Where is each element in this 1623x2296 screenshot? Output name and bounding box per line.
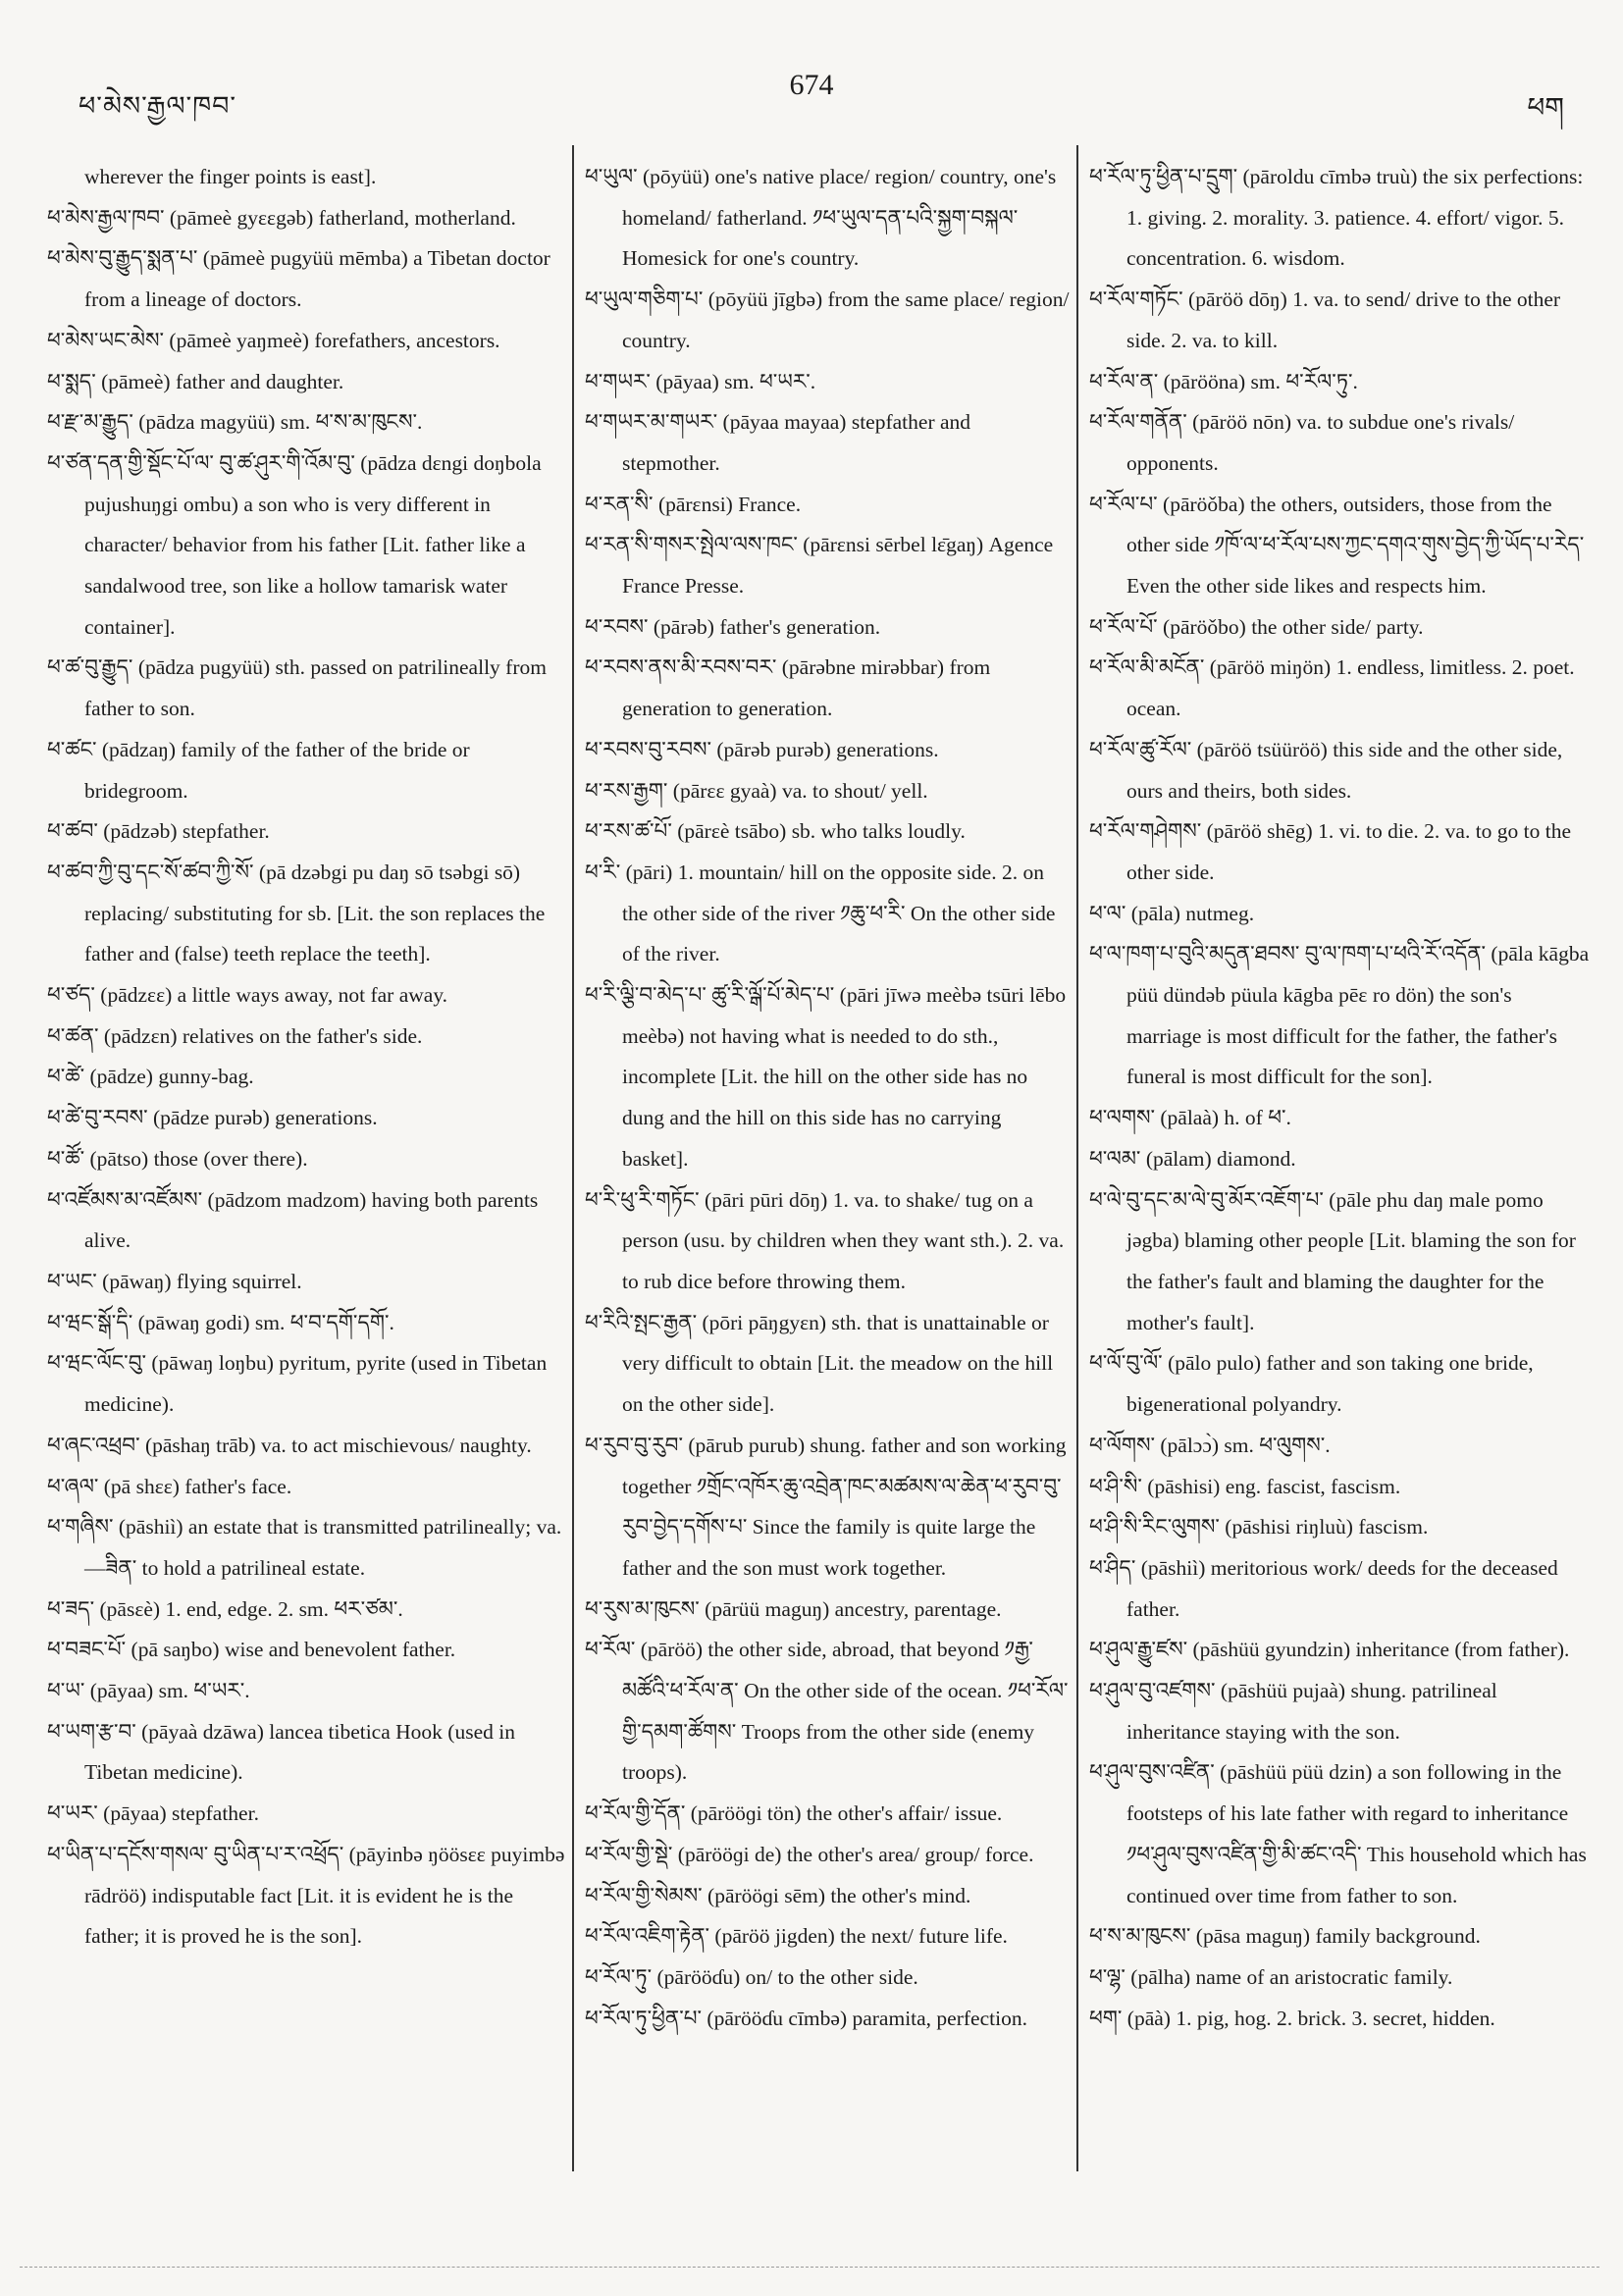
column-divider [572,145,574,2171]
dictionary-entry: ཕ་ལམ་ (pālam) diamond. [1089,1146,1296,1171]
entry-list [585,157,1070,2039]
column-3 [1089,157,1590,2039]
dictionary-entry: ཕ་རོལ་པ་ (pāröǒba) the others, outsiders, those from the other side ༡ཁོ་ལ་ཕ་རོལ་པས་ཀྱང་དགའ་གུས་བྱེད་ཀྱི་ཡོད་པ་རེད་ Even the other side likes and respects him. [1089,492,1585,599]
dictionary-entry: ཕ་རན་སི་ (pārɛnsi) France. [585,492,802,516]
dictionary-entry: ཕ་རི་ལྕི་བ་མེད་པ་ ཚུ་རི་ལྒོ་པོ་མེད་པ་ (pāri jīwə meèbə tsūri lēbo meèbə) not having what is needed to do sth., incomplete [Lit. the hill on the other side has no dung and the hill on this side has no carrying basket]. [585,983,1067,1171]
dictionary-entry: ཕག་ (pāà) 1. pig, hog. 2. brick. 3. secret, hidden. [1089,2006,1495,2030]
lead-in-text: wherever the finger points is east]. [84,165,377,188]
column-1 [47,157,567,1957]
dictionary-entry: ཕ་ཡུལ་ (pōyüü) one's native place/ region/ country, one's homeland/ fatherland. ༡ཕ་ཡུལ་དན་པའི་སྐྱག་བསྐལ་ Homesick for one's country. [585,165,1057,271]
dictionary-entry: ཕ་ཞང་འཕྲབ་ (pāshaŋ trāb) va. to act mischievous/ naughty. [47,1433,532,1457]
dictionary-entry: ཕ་ལ་ (pāla) nutmeg. [1089,901,1255,925]
dictionary-entry: ཕ་ཚབ་ (pādzəb) stepfather. [47,819,270,844]
dictionary-entry: ཕ་རོལ་ཚུ་རོལ་ (pāröö tsüüröö) this side and the other side, ours and theirs, both sides. [1089,737,1563,803]
dictionary-entry: ཕ་ཝང་སྒོ་དི་ (pāwaŋ godi) sm. ཕ་བ་དགོ་དགོ་. [47,1310,394,1334]
dictionary-entry: ཕ་རི་ (pāri) 1. mountain/ hill on the opposite side. 2. on the other side of the river ༡ཆུ་ཕ་རི་ On the other side of the river. [585,860,1056,966]
dictionary-entry: ཕ་ཚང་ (pādzaŋ) family of the father of the bride or bridegroom. [47,737,470,803]
dictionary-entry: ཕ་ཚ་བུ་རྒྱུད་ (pādza pugyüü) sth. passed on patrilineally from father to son. [47,655,547,721]
dictionary-entry: ཕ་རིའི་སྤང་རྒྱན་ (pōri pāŋgyɛn) sth. that is unattainable or very difficult to obtain [Lit. the meadow on the hill on the other side]. [585,1310,1054,1417]
dictionary-entry: ཕ་ཤིད་ (pāshiì) meritorious work/ deeds for the deceased father. [1089,1555,1558,1621]
dictionary-entry: ཕ་རབས་བུ་རབས་ (pārəb purəb) generations. [585,737,939,761]
dictionary-entry: ཕ་ཤུལ་རྒྱུ་ཛས་ (pāshüü gyundzin) inheritance (from father). [1089,1638,1570,1662]
dictionary-entry: ཕ་ཞལ་ (pā shɛɛ) father's face. [47,1474,292,1498]
dictionary-entry: ཕ་རོལ་ན་ (pārööna) sm. ཕ་རོལ་ཏུ་. [1089,369,1358,393]
dictionary-entry: ཕ་རོལ་ (pāröö) the other side, abroad, that beyond ༡རྒྱ་མཚོའི་ཕ་རོལ་ན་ On the other side of the ocean. ༡ཕ་རོལ་གྱི་དམག་ཚོགས་ Troops from the other side (enemy troops). [585,1638,1069,1785]
guide-word: ཕག [1527,93,1564,124]
dictionary-entry: ཕ་གཡར་མ་གཡར་ (pāyaa mayaa) stepfather and stepmother. [585,410,971,475]
dictionary-entry: ཕ་མེས་བུ་རྒྱུད་སྨན་པ་ (pāmeè pugyüü mēmba) a Tibetan doctor from a lineage of doctors. [47,246,550,312]
dictionary-entry: ཕ་རས་ཚ་པོ་ (pārɛè tsābo) sb. who talks loudly. [585,819,966,844]
dictionary-entry: ཕ་རུས་མ་ཁུངས་ (pārüü maguŋ) ancestry, parentage. [585,1596,1002,1621]
dictionary-entry: ཕ་ཚེ་ (pādze) gunny-bag. [47,1065,254,1089]
dictionary-entry: ཕ་འཛོམས་མ་འཛོམས་ (pādzom madzom) having both parents alive. [47,1187,539,1253]
dictionary-entry: ཕ་ཡར་ (pāyaa) stepfather. [47,1801,259,1826]
dictionary-entry: ཕ་སྨད་ (pāmeè) father and daughter. [47,369,344,393]
dictionary-entry: ཕ་བཟང་པོ་ (pā saŋbo) wise and benevolent father. [47,1638,456,1662]
dictionary-entry: ཕ་ལོ་བུ་ལོ་ (pālo pulo) father and son taking one bride, bigenerational polyandry. [1089,1351,1534,1417]
dictionary-entry: ཕ་ལེ་བུ་དང་མ་ལེ་བུ་མོར་འཇོག་པ་ (pāle phu daŋ male pomo jəgba) blaming other people [Lit. blaming the son for the father's fault and blaming the daughter for the mother's fault]. [1089,1187,1576,1334]
dictionary-entry: ཕ་ཤུལ་བུ་འཛགས་ (pāshüü pujaà) shung. patrilineal inheritance staying with the son. [1089,1679,1497,1744]
dictionary-entry: ཕ་ཤི་སི་རིང་ལུགས་ (pāshisi riŋluù) fascism. [1089,1515,1429,1539]
dictionary-entry: ཕ་མེས་རྒྱལ་ཁབ་ (pāmeè gyɛɛgəb) fatherland, motherland. [47,205,516,230]
dictionary-entry: ཕ་གཡར་ (pāyaa) sm. ཕ་ཡར་. [585,369,816,393]
dictionary-entry: ཕ་ལགས་ (pālaà) h. of ཕ་. [1089,1106,1291,1130]
dictionary-entry: ཕ་ལོགས་ (pālɔɔ̀) sm. ཕ་ལུགས་. [1089,1433,1331,1457]
column-2 [585,157,1070,2039]
running-head: ཕ་མེས་རྒྱལ་ཁབ་ [79,91,237,121]
dictionary-entry: ཕ་རོལ་གཏོང་ (pāröö dōŋ) 1. va. to send/ drive to the other side. 2. va. to kill. [1089,287,1561,352]
dictionary-entry: ཕ་ཤུལ་བུས་འཛིན་ (pāshüü püü dzin) a son following in the footsteps of his late father with regard to inheritance ༡ཕ་ཤུལ་བུས་འཛིན་གྱི་མི་ཚང་འདི་ This household which has continued over time from father to son. [1089,1760,1587,1907]
dictionary-entry: ཕ་རུབ་བུ་རུབ་ (pārub purub) shung. father and son working together ༡གྲོང་འཁོར་ཆུ་འབྲེན་ཁང་མཚམས་ལ་ཆེན་ཕ་རུབ་བུ་རུབ་བྱེད་དགོས་པ་ Since the family is quite large the father and the son must work together. [585,1433,1067,1580]
dictionary-entry: ཕ་ཡ་ (pāyaa) sm. ཕ་ཡར་. [47,1679,250,1703]
dictionary-entry: ཕ་ཙད་ (pādzɛɛ) a little ways away, not far away. [47,983,448,1008]
dictionary-entry: ཕ་རོལ་གནོན་ (pāröö nōn) va. to subdue one's rivals/ opponents. [1089,410,1515,475]
dictionary-entry: ཕ་ལྷ་ (pālha) name of an aristocratic family. [1089,1964,1453,1989]
dictionary-entry: ཕ་ཚན་ (pādzɛn) relatives on the father's side. [47,1023,423,1048]
dictionary-entry: ཕ་རོལ་གྱི་སྡེ་ (pārööɡi de) the other's area/ group/ force. [585,1842,1034,1866]
dictionary-entry: ཕ་ཚོ་ (pātso) those (over there). [47,1146,308,1171]
bottom-edge-rule [20,2267,1599,2268]
dictionary-entry: ཕ་མེས་ཡང་མེས་ (pāmeè yaŋmeè) forefathers, ancestors. [47,328,500,352]
dictionary-entry: ཕ་ཙན་དན་གྱི་སྡོང་པོ་ལ་ བུ་ཚ་ཤུར་གི་འོམ་བུ་ (pādza dɛngi doŋbola pujushuŋgi ombu) a son who is very different in character/ behavior from his father [Lit. father like a sandalwood tree, son like a hollow tamarisk water container]. [47,450,542,639]
dictionary-entry: ཕ་རོལ་ཏུ་ཕྱིན་པ་དྲུག་ (pāroldu cīmbə truù) the six perfections: 1. giving. 2. morality. 3. patience. 4. effort/ vigor. 5. concentration. 6. wisdom. [1089,165,1584,271]
column-divider [1076,145,1078,2171]
dictionary-entry: ཕ་རོལ་པོ་ (pāröǒbo) the other side/ party. [1089,614,1424,639]
entry-list [47,198,567,1957]
dictionary-entry: ཕ་རོལ་འཇིག་རྟེན་ (pāröö jigden) the next/ future life. [585,1924,1008,1949]
dictionary-entry: ཕ་ཝང་ལོང་བུ་ (pāwaŋ loŋbu) pyritum, pyrite (used in Tibetan medicine). [47,1351,548,1417]
dictionary-entry: ཕ་ཚེ་བུ་རབས་ (pādze purəb) generations. [47,1106,378,1130]
dictionary-entry: ཕ་ཚབ་ཀྱི་བུ་དང་སོ་ཚབ་ཀྱི་སོ་ (pā dzəbgi pu daŋ sō tsəbgi sō) replacing/ substituting for sb. [Lit. the son replaces the father and (false) teeth replace the teeth]. [47,860,546,966]
dictionary-entry: ཕ་ཤི་སི་ (pāshisi) eng. fascist, fascism. [1089,1474,1401,1498]
page-number: 674 [789,69,834,101]
dictionary-entry: ཕ་གཞིས་ (pāshiì) an estate that is transmitted patrilineally; va.—ཟིན་ to hold a patrilineal estate. [47,1515,562,1580]
dictionary-entry: ཕ་ཡང་ (pāwaŋ) flying squirrel. [47,1269,302,1293]
dictionary-entry: ཕ་རས་རྒྱག་ (pārɛɛ gyaà) va. to shout/ yell. [585,778,928,803]
dictionary-entry: ཕ་རོལ་མི་མངོན་ (pāröö miŋön) 1. endless, limitless. 2. poet. ocean. [1089,655,1575,721]
dictionary-entry: ཕ་ཡུལ་གཅིག་པ་ (pōyüü jīgbə) from the same place/ region/ country. [585,287,1070,352]
dictionary-entry: ཕ་རི་ཕུ་རི་གཏོང་ (pāri pūri dōŋ) 1. va. to shake/ tug on a person (usu. by children when they want sth.). 2. va. to rub dice before throwing them. [585,1187,1065,1293]
dictionary-entry: ཕ་ལ་ཁག་པ་བུའི་མདུན་ཐབས་ བུ་ལ་ཁག་པ་ཕའི་རོ་འདོན་ (pāla kāgba püü dündəb püula kāgba pēɛ ro dön) the son's marriage is most difficult for the father, the father's funeral is most difficult for the son]. [1089,942,1590,1089]
dictionary-entry: ཕ་རོལ་ཏུ་ཕྱིན་པ་ (pārööɗu cīmbə) paramita, perfection. [585,2006,1027,2030]
dictionary-entry: ཕ་རོལ་གྱི་སེམས་ (pārööɡi sēm) the other's mind. [585,1883,971,1907]
dictionary-entry: ཕ་ས་མ་ཁུངས་ (pāsa maguŋ) family background. [1089,1924,1481,1949]
dictionary-entry: ཕ་རན་སི་གསར་སྤེལ་ལས་ཁང་ (pārɛnsi sērbel lɛ̄gaŋ) Agence France Presse. [585,533,1054,599]
dictionary-entry: ཕ་རོལ་གཤེགས་ (pāröö shēg) 1. vi. to die. 2. va. to go to the other side. [1089,819,1572,884]
dictionary-entry: ཕ་རོལ་གྱི་དོན་ (pārööɡi tön) the other's affair/ issue. [585,1801,1003,1826]
dictionary-entry: ཕ་རོལ་ཏུ་ (pārööɗu) on/ to the other side. [585,1964,918,1989]
dictionary-entry: ཕ་ཡིན་པ་དངོས་གསལ་ བུ་ཡིན་པ་ར་འཕྲོད་ (pāyinbə ŋöösɛɛ puyimbə rādröö) indisputable fact [Lit. it is evident he is the father; it is proved he is the son]. [47,1842,565,1949]
dictionary-entry: ཕ་རྫ་མ་རྒྱུད་ (pādza magyüü) sm. ཕ་ས་མ་ཁུངས་. [47,410,423,435]
dictionary-entry: ཕ་རབས་ (pārəb) father's generation. [585,614,881,639]
dictionary-entry: ཕ་རབས་ནས་མི་རབས་བར་ (pārəbne mirəbbar) from generation to generation. [585,655,991,721]
dictionary-entry: ཕ་ཡག་རྩ་བ་ (pāyaà dzāwa) lancea tibetica Hook (used in Tibetan medicine). [47,1719,515,1785]
dictionary-entry: ཕ་ཟད་ (pāsɛè) 1. end, edge. 2. sm. ཕར་ཙམ་. [47,1596,403,1621]
entry-list [1089,157,1590,2039]
